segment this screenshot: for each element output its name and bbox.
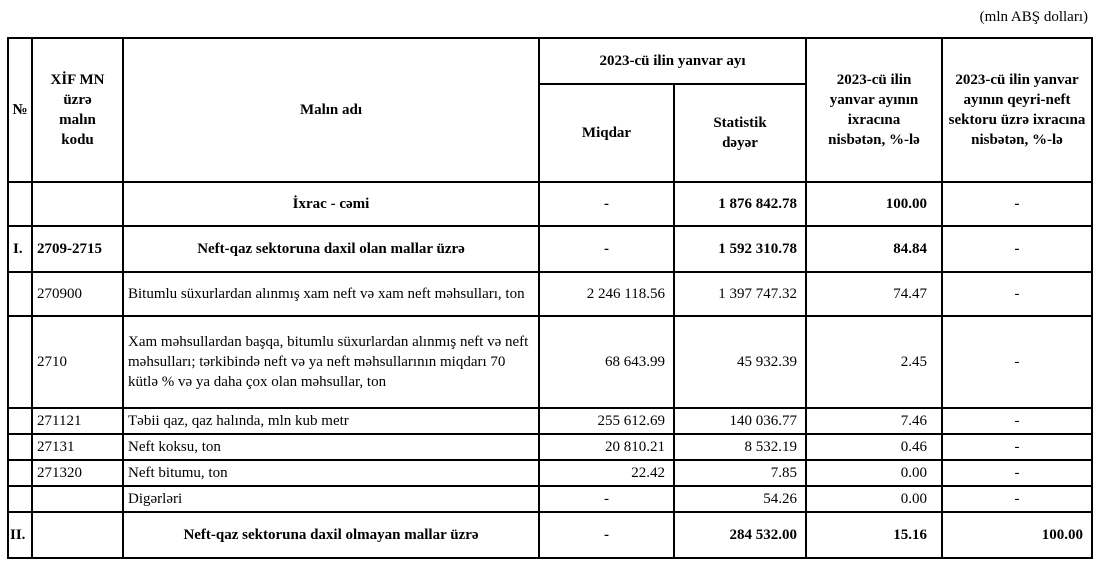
cell-code: 271320 — [32, 460, 123, 486]
cell-share-nonoil: - — [942, 316, 1092, 408]
cell-share-total: 74.47 — [806, 272, 942, 316]
header-name: Malın adı — [123, 38, 539, 182]
cell-code — [32, 486, 123, 512]
table-row — [8, 486, 1092, 512]
cell-no — [8, 486, 32, 512]
cell-share-nonoil: - — [942, 460, 1092, 486]
cell-no — [8, 182, 32, 226]
cell-qty: - — [539, 512, 674, 558]
header-code: XİF MN üzrə malın kodu — [32, 38, 123, 182]
cell-no: II. — [8, 512, 32, 558]
cell-value: 8 532.19 — [674, 434, 806, 460]
cell-no — [8, 434, 32, 460]
unit-note: (mln ABŞ dolları) — [979, 9, 1088, 25]
cell-share-total: 15.16 — [806, 512, 942, 558]
cell-value: 7.85 — [674, 460, 806, 486]
table-row — [8, 226, 1092, 272]
cell-qty: 68 643.99 — [539, 316, 674, 408]
cell-qty: - — [539, 486, 674, 512]
cell-share-nonoil: - — [942, 434, 1092, 460]
cell-share-total: 84.84 — [806, 226, 942, 272]
cell-share-total: 0.46 — [806, 434, 942, 460]
cell-value: 45 932.39 — [674, 316, 806, 408]
cell-share-total: 7.46 — [806, 408, 942, 434]
cell-value: 140 036.77 — [674, 408, 806, 434]
table-row — [8, 512, 1092, 558]
cell-code: 271121 — [32, 408, 123, 434]
header-share-total: 2023-cü ilin yanvar ayının ixracına nisbətən, %-lə — [806, 38, 942, 182]
cell-no — [8, 408, 32, 434]
cell-code: 2709-2715 — [32, 226, 123, 272]
cell-qty: 22.42 — [539, 460, 674, 486]
cell-code: 2710 — [32, 316, 123, 408]
cell-name: Neft-qaz sektoruna daxil olan mallar üzrə — [123, 226, 539, 272]
cell-no — [8, 272, 32, 316]
cell-share-nonoil: - — [942, 226, 1092, 272]
cell-code: 27131 — [32, 434, 123, 460]
cell-no — [8, 316, 32, 408]
cell-value: 54.26 — [674, 486, 806, 512]
cell-code — [32, 182, 123, 226]
table-row — [8, 460, 1092, 486]
cell-qty: - — [539, 226, 674, 272]
table-row — [8, 272, 1092, 316]
cell-qty: 2 246 118.56 — [539, 272, 674, 316]
cell-code: 270900 — [32, 272, 123, 316]
table-row — [8, 316, 1092, 408]
cell-name: Bitumlu süxurlardan alınmış xam neft və xam neft məhsulları, ton — [123, 272, 539, 316]
cell-name: Digərləri — [123, 486, 539, 512]
table-row — [8, 434, 1092, 460]
header-period: 2023-cü ilin yanvar ayı — [539, 38, 806, 84]
cell-value: 1 397 747.32 — [674, 272, 806, 316]
cell-no — [8, 460, 32, 486]
cell-share-nonoil: - — [942, 272, 1092, 316]
cell-share-total: 2.45 — [806, 316, 942, 408]
cell-name: İxrac - cəmi — [123, 182, 539, 226]
cell-qty: 255 612.69 — [539, 408, 674, 434]
header-qty: Miqdar — [539, 84, 674, 182]
cell-share-nonoil: - — [942, 408, 1092, 434]
cell-name: Xam məhsullardan başqa, bitumlu süxurlardan alınmış neft və neft məhsulları; tərkibində neft və ya neft məhsullarının miqdarı 70 kütlə % və ya daha çox olan məhsullar, ton — [123, 316, 539, 408]
table-row — [8, 182, 1092, 226]
cell-name: Təbii qaz, qaz halında, mln kub metr — [123, 408, 539, 434]
cell-share-total: 0.00 — [806, 460, 942, 486]
cell-name: Neft koksu, ton — [123, 434, 539, 460]
cell-share-total: 0.00 — [806, 486, 942, 512]
cell-qty: 20 810.21 — [539, 434, 674, 460]
cell-code — [32, 512, 123, 558]
cell-value: 1 876 842.78 — [674, 182, 806, 226]
cell-share-total: 100.00 — [806, 182, 942, 226]
cell-share-nonoil: - — [942, 182, 1092, 226]
cell-share-nonoil: - — [942, 486, 1092, 512]
header-value: Statistik dəyər — [674, 84, 806, 182]
cell-value: 1 592 310.78 — [674, 226, 806, 272]
cell-name: Neft-qaz sektoruna daxil olmayan mallar üzrə — [123, 512, 539, 558]
cell-share-nonoil: 100.00 — [942, 512, 1092, 558]
cell-name: Neft bitumu, ton — [123, 460, 539, 486]
cell-no: I. — [8, 226, 32, 272]
cell-value: 284 532.00 — [674, 512, 806, 558]
header-share-nonoil: 2023-cü ilin yanvar ayının qeyri-neft sektoru üzrə ixracına nisbətən, %-lə — [942, 38, 1092, 182]
export-table — [7, 37, 1093, 559]
table-row — [8, 408, 1092, 434]
cell-qty: - — [539, 182, 674, 226]
header-no: № — [8, 38, 32, 182]
